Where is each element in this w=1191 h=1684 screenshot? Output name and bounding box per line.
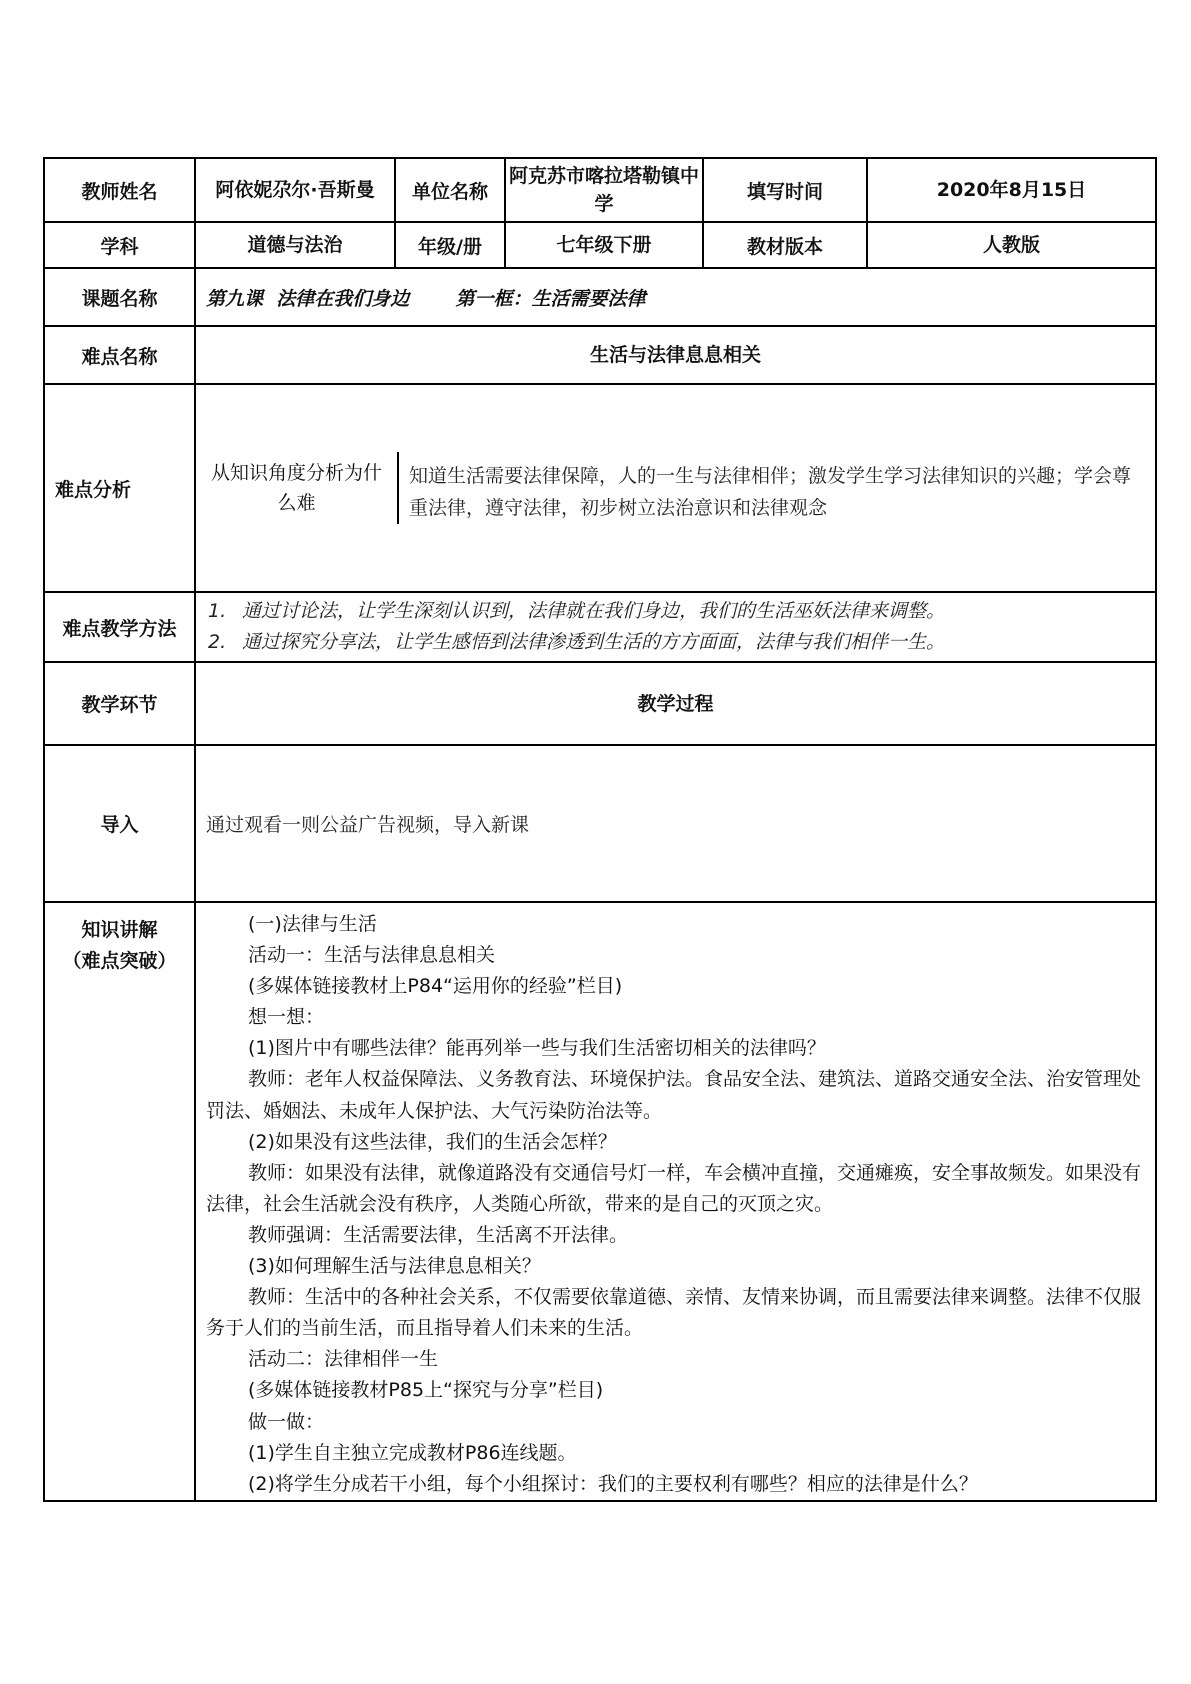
knowledge-label-cell [44, 902, 195, 1501]
knowledge-line: (多媒体链接教材上P84“运用你的经验”栏目) [248, 975, 623, 998]
difficulty-label: 难点名称 [44, 326, 195, 384]
knowledge-line: (2)将学生分成若干小组，每个小组探讨：我们的主要权利有哪些？相应的法律是什么？ [248, 1472, 978, 1495]
topic-value: 第九课 法律在我们身边 第一框：生活需要法律 [195, 268, 1156, 326]
knowledge-line: (3)如何理解生活与法律息息相关？ [248, 1255, 541, 1278]
lesson-plan-sheet [43, 157, 1155, 1502]
unit-name: 阿克苏市喀拉塔勒镇中学 [505, 158, 703, 222]
knowledge-line: (2)如果没有这些法律，我们的生活会怎样？ [248, 1130, 617, 1153]
analysis-label: 难点分析 [44, 384, 195, 592]
knowledge-line: 教师强调：生活需要法律，生活离不开法律。 [248, 1223, 629, 1246]
knowledge-label [45, 909, 194, 977]
knowledge-line: 教师：如果没有法律，就像道路没有交通信号灯一样，车会横冲直撞，交通瘫痪，安全事故频发。如果没有法律，社会生活就会没有秩序，人类随心所欲，带来的是自己的灭顶之灾。 [206, 1161, 1142, 1215]
intro-label: 导入 [44, 745, 195, 902]
knowledge-line: 教师：生活中的各种社会关系，不仅需要依靠道德、亲情、友情来协调，而且需要法律来调整。法律不仅服务于人们的当前生活，而且指导着人们未来的生活。 [206, 1286, 1142, 1340]
knowledge-line: (1)图片中有哪些法律？能再列举一些与我们生活密切相关的法律吗？ [248, 1037, 826, 1060]
knowledge-line: (一)法律与生活 [248, 913, 377, 935]
method-text: 通过探究分享法，让学生感悟到法律渗透到生活的方方面面，法律与我们相伴一生。 [242, 631, 946, 653]
stage-label: 教学环节 [44, 662, 195, 745]
grade-value: 七年级下册 [505, 222, 703, 268]
methods-list [195, 592, 1156, 662]
difficulty-value: 生活与法律息息相关 [195, 326, 1156, 384]
subject-value: 道德与法治 [195, 222, 395, 268]
method-number: 1. [208, 600, 227, 622]
knowledge-line: (多媒体链接教材P85上“探究与分享”栏目) [248, 1379, 604, 1402]
knowledge-line: 做一做： [248, 1410, 325, 1433]
date-label: 填写时间 [703, 158, 867, 222]
intro-text: 通过观看一则公益广告视频，导入新课 [195, 745, 1156, 902]
method-item [196, 596, 1155, 627]
analysis-cell [195, 384, 1156, 592]
process-label: 教学过程 [195, 662, 1156, 745]
edition-value: 人教版 [867, 222, 1156, 268]
knowledge-line: (1)学生自主独立完成教材P86连线题。 [248, 1441, 577, 1464]
teacher-name: 阿依妮尕尔·吾斯曼 [195, 158, 395, 222]
methods-label: 难点教学方法 [44, 592, 195, 662]
lesson-plan-table [43, 157, 1157, 1502]
knowledge-label-line2: （难点突破） [62, 950, 177, 972]
method-text: 通过讨论法，让学生深刻认识到，法律就在我们身边，我们的生活巫妖法律来调整。 [242, 600, 946, 622]
grade-label: 年级/册 [395, 222, 505, 268]
method-item [196, 627, 1155, 658]
knowledge-line: 活动一：生活与法律息息相关 [248, 944, 496, 967]
teacher-label: 教师姓名 [44, 158, 195, 222]
analysis-text: 知道生活需要法律保障，人的一生与法律相伴；激发学生学习法律知识的兴趣；学会尊重法律，遵守法律，初步树立法治意识和法律观念 [409, 465, 1132, 519]
knowledge-label-line1: 知识讲解 [81, 919, 158, 941]
knowledge-line: 教师：老年人权益保障法、义务教育法、环境保护法。食品安全法、建筑法、道路交通安全法、治安管理处罚法、婚姻法、未成年人保护法、大气污染防治法等。 [206, 1068, 1142, 1122]
analysis-sublabel: 从知识角度分析为什么难 [196, 452, 399, 524]
subject-label: 学科 [44, 222, 195, 268]
knowledge-line: 活动二：法律相伴一生 [248, 1348, 439, 1371]
knowledge-line: 想一想： [248, 1006, 325, 1029]
date-value: 2020年8月15日 [867, 158, 1156, 222]
unit-label: 单位名称 [395, 158, 505, 222]
knowledge-content [195, 902, 1156, 1501]
topic-label: 课题名称 [44, 268, 195, 326]
edition-label: 教材版本 [703, 222, 867, 268]
method-number: 2. [208, 631, 227, 653]
